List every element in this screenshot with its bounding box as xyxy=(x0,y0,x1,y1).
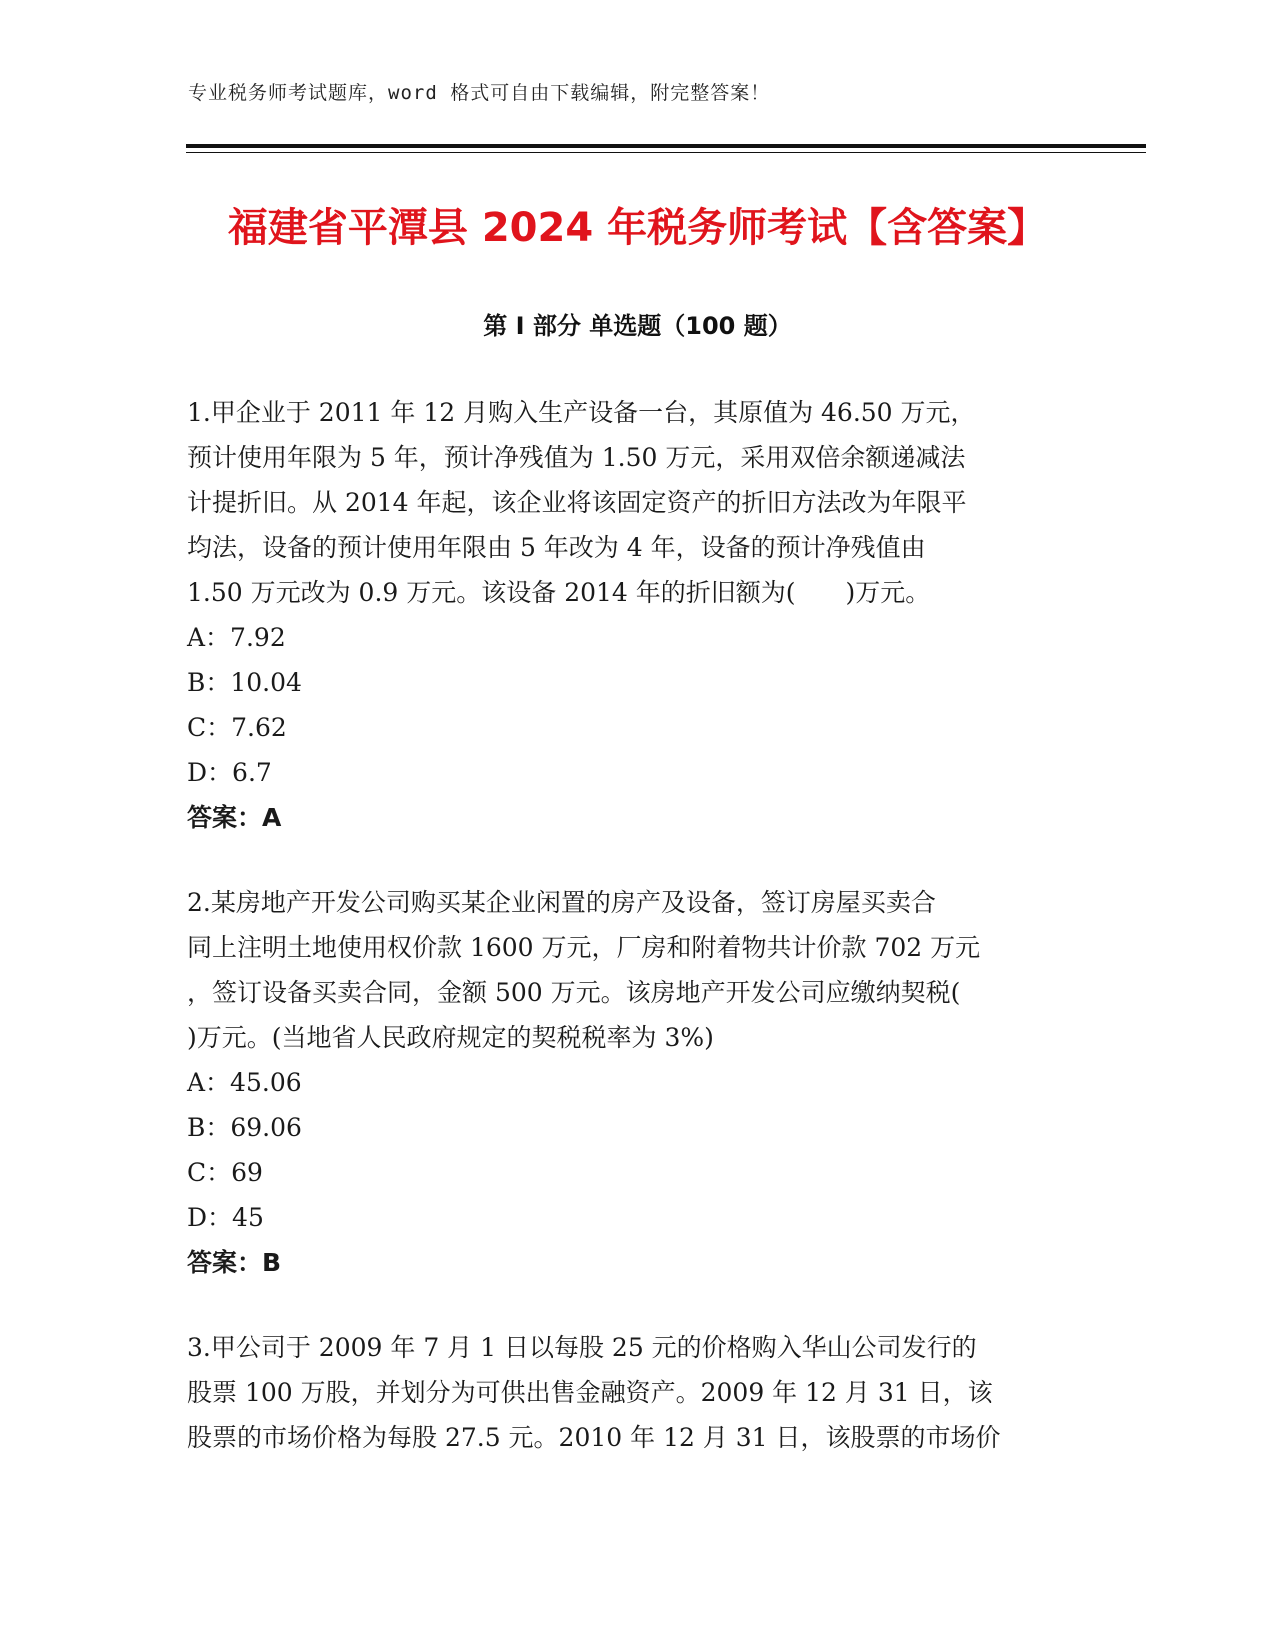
question-1-option-a: A：7.92 xyxy=(187,623,286,652)
question-2-option-d: D：45 xyxy=(187,1203,264,1232)
question-1-stem-line: 预计使用年限为 5 年，预计净残值为 1.50 万元，采用双倍余额递减法 xyxy=(187,443,966,472)
question-1-stem-line: 1.甲企业于 2011 年 12 月购入生产设备一台，其原值为 46.50 万元， xyxy=(187,398,976,427)
question-1-stem-line: 均法，设备的预计使用年限由 5 年改为 4 年，设备的预计净残值由 xyxy=(187,533,926,562)
question-3-stem-line: 股票的市场价格为每股 27.5 元。2010 年 12 月 31 日，该股票的市场价 xyxy=(187,1423,1001,1452)
section-title: 第 I 部分 单选题（100 题） xyxy=(483,312,792,340)
header-divider-thick xyxy=(186,144,1146,148)
question-2-option-b: B：69.06 xyxy=(187,1113,302,1142)
question-1-stem-line: 计提折旧。从 2014 年起，该企业将该固定资产的折旧方法改为年限平 xyxy=(187,488,967,517)
question-3 xyxy=(187,1325,1067,1460)
question-1-option-d: D：6.7 xyxy=(187,758,272,787)
question-2-option-a: A：45.06 xyxy=(187,1068,302,1097)
question-2-stem-line: 2.某房地产开发公司购买某企业闲置的房产及设备，签订房屋买卖合 xyxy=(187,888,936,917)
question-1 xyxy=(187,390,1067,840)
question-list xyxy=(187,390,1067,1500)
question-3-stem-line: 3.甲公司于 2009 年 7 月 1 日以每股 25 元的价格购入华山公司发行的 xyxy=(187,1333,977,1362)
question-2 xyxy=(187,880,1067,1285)
document-title: 福建省平潭县 2024 年税务师考试【含答案】 xyxy=(227,205,1048,251)
question-1-option-b: B：10.04 xyxy=(187,668,302,697)
question-2-stem-line: )万元。(当地省人民政府规定的契税税率为 3%) xyxy=(187,1023,714,1052)
header-note: 专业税务师考试题库，word 格式可自由下载编辑，附完整答案！ xyxy=(188,82,771,104)
question-2-answer: 答案：B xyxy=(187,1248,282,1277)
question-1-option-c: C：7.62 xyxy=(187,713,287,742)
question-1-answer: 答案：A xyxy=(187,803,282,832)
question-2-stem-line: ，签订设备买卖合同，金额 500 万元。该房地产开发公司应缴纳契税( xyxy=(187,978,961,1007)
question-2-option-c: C：69 xyxy=(187,1158,263,1187)
question-2-stem-line: 同上注明土地使用权价款 1600 万元，厂房和附着物共计价款 702 万元 xyxy=(187,933,981,962)
header-divider-thin xyxy=(186,152,1146,153)
question-1-stem-line: 1.50 万元改为 0.9 万元。该设备 2014 年的折旧额为( )万元。 xyxy=(187,578,931,607)
question-3-stem-line: 股票 100 万股，并划分为可供出售金融资产。2009 年 12 月 31 日，该 xyxy=(187,1378,993,1407)
